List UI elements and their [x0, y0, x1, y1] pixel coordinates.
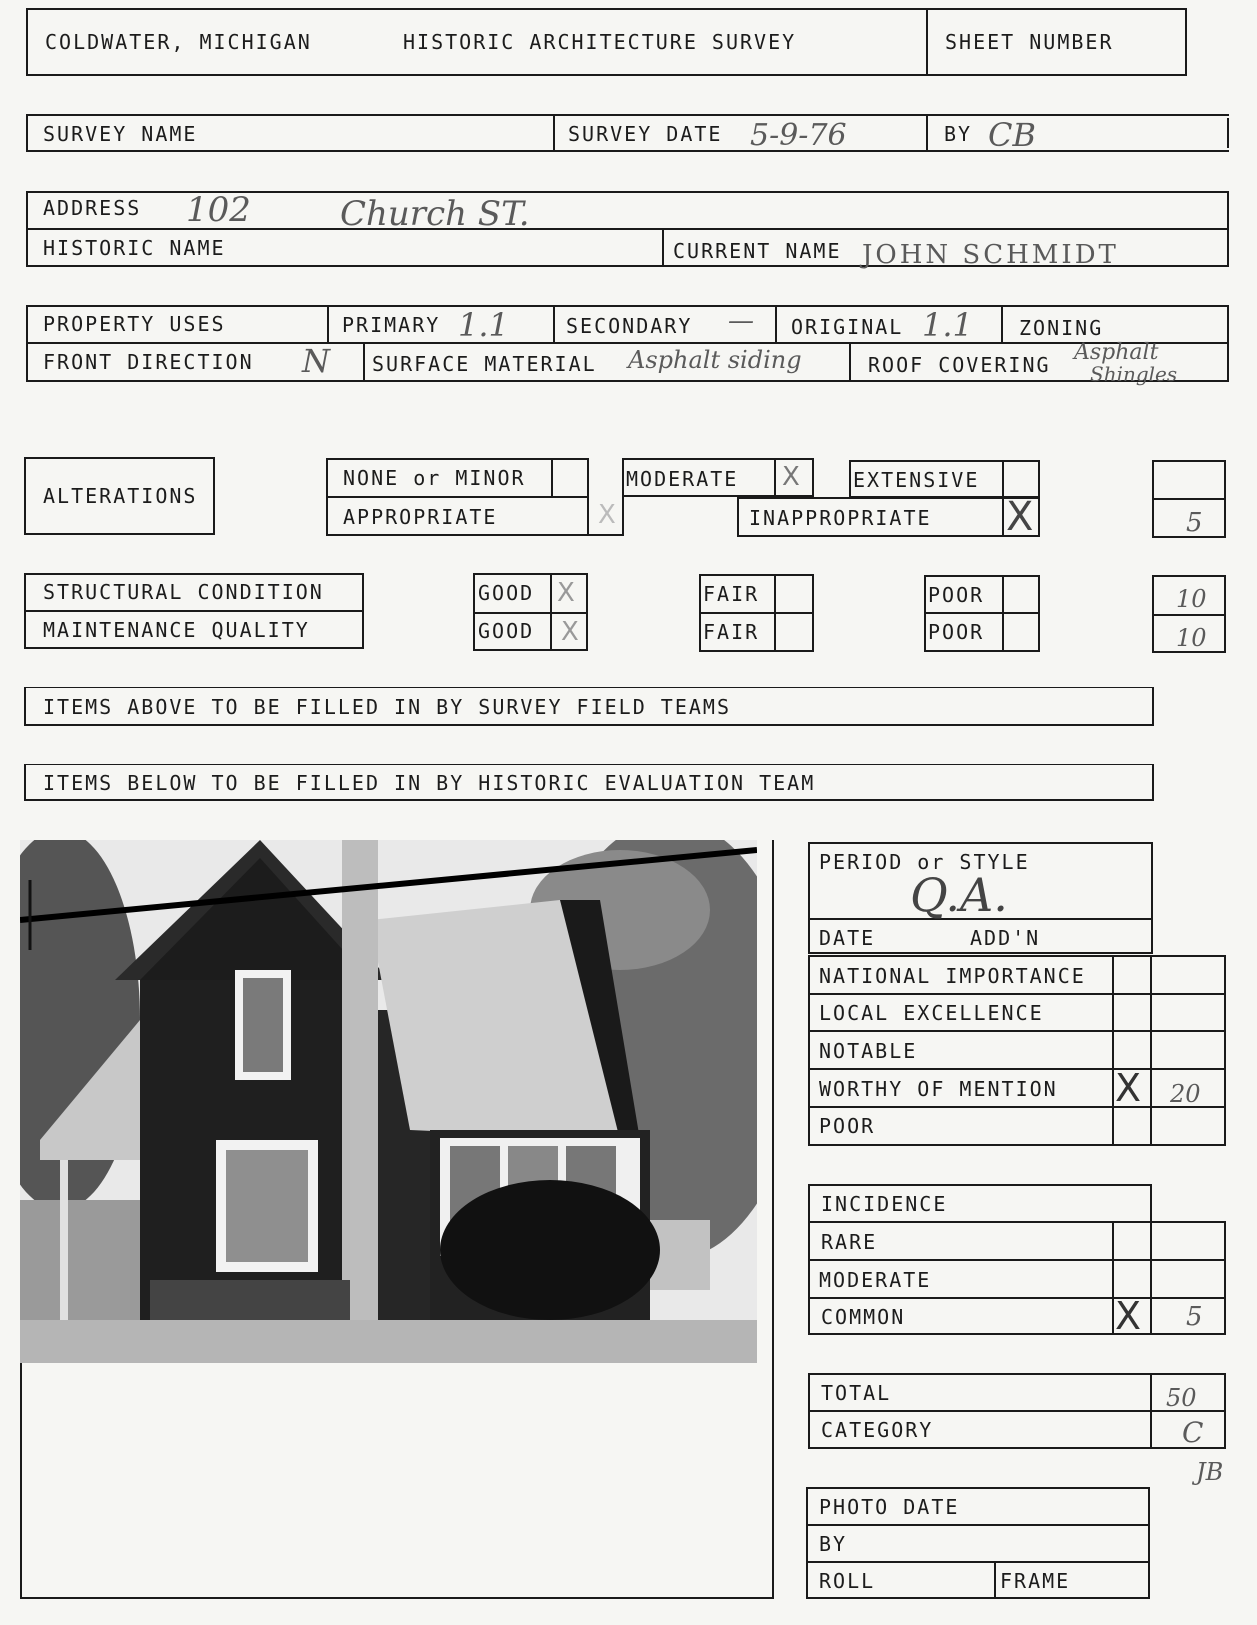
common-mark: X: [1115, 1294, 1142, 1338]
structural-score: 10: [1176, 585, 1207, 613]
extensive-label: EXTENSIVE: [853, 468, 980, 492]
structural-good-mark: X: [557, 578, 575, 608]
incidence-rare: RARE: [821, 1230, 878, 1254]
maintenance-score: 10: [1176, 624, 1207, 652]
importance-poor: POOR: [819, 1114, 876, 1138]
header-city: COLDWATER, MICHIGAN: [45, 30, 312, 54]
current-name-label: CURRENT NAME: [673, 239, 842, 263]
header-title: HISTORIC ARCHITECTURE SURVEY: [403, 30, 797, 54]
date-note: ADD'N: [970, 926, 1041, 950]
original-label: ORIGINAL: [791, 315, 904, 339]
roof-covering-value-1: Asphalt: [1074, 340, 1159, 365]
survey-date-label: SURVEY DATE: [568, 122, 723, 146]
poor-label-1: POOR: [928, 583, 985, 607]
survey-name-label: SURVEY NAME: [43, 122, 198, 146]
category-value: C: [1182, 1416, 1204, 1449]
poor-label-2: POOR: [928, 620, 985, 644]
worthy-mark: X: [1115, 1066, 1142, 1110]
address-street: Church ST.: [340, 194, 530, 234]
house-photo: [20, 840, 757, 1363]
roll-label: ROLL: [819, 1569, 876, 1593]
importance-notable: NOTABLE: [819, 1039, 918, 1063]
good-label-1: GOOD: [478, 581, 535, 605]
address-label: ADDRESS: [43, 196, 142, 220]
survey-by-label: BY: [944, 122, 973, 146]
appropriate-label: APPROPRIATE: [343, 505, 498, 529]
zoning-label: ZONING: [1019, 316, 1104, 340]
frame-label: FRAME: [1000, 1569, 1071, 1593]
photo-by-label: BY: [819, 1532, 848, 1556]
secondary-value: —: [728, 306, 754, 336]
total-value: 50: [1166, 1384, 1197, 1412]
address-number: 102: [186, 190, 251, 230]
sheet-number-label: SHEET NUMBER: [945, 30, 1114, 54]
surface-material-value: Asphalt siding: [628, 346, 802, 374]
none-minor-label: NONE or MINOR: [343, 466, 526, 490]
inappropriate-mark: X: [1006, 494, 1034, 540]
importance-national: NATIONAL IMPORTANCE: [819, 964, 1086, 988]
current-name-value: JOHN SCHMIDT: [862, 240, 1119, 270]
property-uses-label: PROPERTY USES: [43, 312, 226, 336]
moderate-mark: X: [782, 462, 800, 492]
incidence-common: COMMON: [821, 1305, 906, 1329]
maintenance-quality-label: MAINTENANCE QUALITY: [43, 618, 310, 642]
moderate-label: MODERATE: [626, 467, 739, 491]
importance-worthy: WORTHY OF MENTION: [819, 1077, 1058, 1101]
fair-label-1: FAIR: [703, 582, 760, 606]
primary-value: 1.1: [458, 306, 509, 344]
date-label: DATE: [819, 926, 876, 950]
front-direction-label: FRONT DIRECTION: [43, 350, 254, 374]
fair-label-2: FAIR: [703, 620, 760, 644]
incidence-label: INCIDENCE: [821, 1192, 948, 1216]
roof-covering-value-2: Shingles: [1090, 362, 1178, 386]
original-value: 1.1: [922, 306, 973, 344]
period-style-label: PERIOD or STYLE: [819, 850, 1030, 874]
evaluator-initials: JB: [1196, 1458, 1224, 1486]
category-label: CATEGORY: [821, 1418, 934, 1442]
house-photo-svg: [20, 840, 757, 1363]
front-direction-value: N: [302, 342, 330, 380]
worthy-score: 20: [1170, 1080, 1201, 1108]
period-style-value: Q.A.: [910, 868, 1008, 922]
structural-condition-label: STRUCTURAL CONDITION: [43, 580, 324, 604]
historic-name-label: HISTORIC NAME: [43, 236, 226, 260]
maintenance-good-mark: X: [561, 617, 579, 647]
total-label: TOTAL: [821, 1381, 892, 1405]
survey-by-value: CB: [988, 116, 1036, 154]
inappropriate-label: INAPPROPRIATE: [749, 506, 932, 530]
importance-local: LOCAL EXCELLENCE: [819, 1001, 1044, 1025]
roof-covering-label: ROOF COVERING: [868, 353, 1051, 377]
primary-label: PRIMARY: [342, 313, 441, 337]
note-above: ITEMS ABOVE TO BE FILLED IN BY SURVEY FIELD TEAMS: [43, 695, 732, 719]
common-score: 5: [1186, 1302, 1203, 1332]
good-label-2: GOOD: [478, 619, 535, 643]
alterations-score: 5: [1186, 508, 1203, 538]
surface-material-label: SURFACE MATERIAL: [372, 352, 597, 376]
appropriate-mark: X: [598, 500, 616, 530]
incidence-moderate: MODERATE: [819, 1268, 932, 1292]
note-below: ITEMS BELOW TO BE FILLED IN BY HISTORIC EVALUATION TEAM: [43, 771, 816, 795]
secondary-label: SECONDARY: [566, 314, 693, 338]
alterations-label: ALTERATIONS: [43, 484, 198, 508]
survey-date-value: 5-9-76: [750, 118, 847, 153]
photo-date-label: PHOTO DATE: [819, 1495, 960, 1519]
